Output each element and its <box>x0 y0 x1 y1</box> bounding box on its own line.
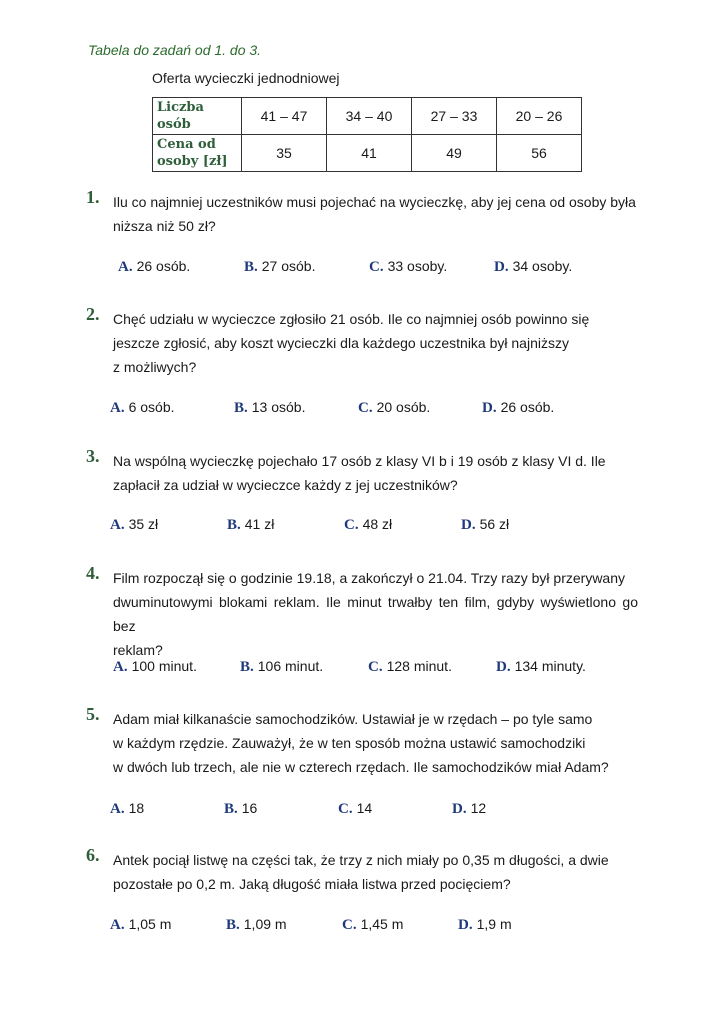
answer-a[interactable] <box>110 399 175 417</box>
question-line: Chęć udziału w wycieczce zgłosiło 21 osób. Ile co najmniej osób powinno się <box>113 311 590 327</box>
answer-a[interactable] <box>110 516 158 534</box>
answer-letter: C. <box>369 259 384 275</box>
answer-d[interactable] <box>482 399 554 417</box>
answer-d[interactable] <box>461 516 509 534</box>
answer-text: 48 zł <box>362 516 393 532</box>
answer-letter: D. <box>494 259 509 275</box>
answer-letter: C. <box>342 917 357 933</box>
answer-text: 20 osób. <box>376 399 431 415</box>
answer-c[interactable] <box>369 258 447 276</box>
question-line: reklam? <box>113 642 163 658</box>
row-header-line: Cena od <box>157 137 216 152</box>
question-line: zapłacił za udział w wycieczce każdy z jej uczestników? <box>113 477 458 493</box>
answer-letter: A. <box>113 659 128 675</box>
answer-letter: A. <box>118 259 133 275</box>
table-title: Oferta wycieczki jednodniowej <box>152 70 340 86</box>
answer-text: 33 osoby. <box>387 258 448 274</box>
answer-letter: D. <box>452 801 467 817</box>
answer-text: 13 osób. <box>251 399 306 415</box>
answer-text: 34 osoby. <box>512 258 573 274</box>
question-text <box>113 566 638 662</box>
answer-letter: B. <box>240 659 254 675</box>
answer-text: 16 <box>241 800 258 816</box>
answer-b[interactable] <box>227 516 274 534</box>
question-line: z możliwych? <box>113 359 197 375</box>
question-line: Ilu co najmniej uczestników musi pojechać na wycieczkę, aby jej cena od osoby była <box>113 194 636 210</box>
answer-b[interactable] <box>240 658 323 676</box>
question-line: jeszcze zgłosić, aby koszt wycieczki dla każdego uczestnika był najniższy <box>113 335 569 351</box>
answer-letter: A. <box>110 400 125 416</box>
answer-text: 12 <box>470 800 487 816</box>
answers-3 <box>0 516 725 536</box>
answer-text: 41 zł <box>244 516 275 532</box>
answer-text: 1,45 m <box>360 916 404 932</box>
row-header-price <box>153 135 242 172</box>
table-cell-group: 34 – 40 <box>327 98 412 135</box>
question-number: 1. <box>86 187 100 207</box>
answer-c[interactable] <box>338 800 372 818</box>
answer-text: 1,09 m <box>243 916 287 932</box>
answer-letter: A. <box>110 517 125 533</box>
answers-5 <box>0 800 725 820</box>
question-text <box>113 307 638 379</box>
table-row-group-size <box>153 98 582 135</box>
answer-text: 100 minut. <box>131 658 197 674</box>
table-cell-price: 56 <box>497 135 582 172</box>
row-header-line: osób <box>157 117 191 132</box>
answer-text: 35 zł <box>128 516 159 532</box>
question-line: Adam miał kilkanaście samochodzików. Ustawiał je w rzędach – po tyle samo <box>113 711 593 727</box>
answer-letter: C. <box>368 659 383 675</box>
question-line: Antek pociął listwę na części tak, że trzy z nich miały po 0,35 m długości, a dwie <box>113 852 609 868</box>
answer-letter: C. <box>344 517 359 533</box>
answers-4 <box>0 658 725 678</box>
row-header-line: osoby [zł] <box>157 154 228 169</box>
answer-a[interactable] <box>113 658 197 676</box>
question-line: pozostałe po 0,2 m. Jaką długość miała listwa przed pocięciem? <box>113 876 511 892</box>
question-line: w dwóch lub trzech, ale nie w czterech rzędach. Ile samochodzików miał Adam? <box>113 759 609 775</box>
answer-letter: A. <box>110 801 125 817</box>
answer-letter: A. <box>110 917 125 933</box>
row-header-group-size <box>153 98 242 135</box>
question-number: 2. <box>86 304 100 324</box>
question-text <box>113 848 638 896</box>
answer-letter: C. <box>358 400 373 416</box>
answer-d[interactable] <box>494 258 572 276</box>
answer-text: 18 <box>128 800 145 816</box>
table-row-price <box>153 135 582 172</box>
question-line: Na wspólną wycieczkę pojechało 17 osób z klasy VI b i 19 osób z klasy VI d. Ile <box>113 453 606 469</box>
answer-letter: C. <box>338 801 353 817</box>
answer-a[interactable] <box>118 258 190 276</box>
answer-text: 14 <box>356 800 373 816</box>
question-number: 6. <box>86 845 100 865</box>
question-text <box>113 449 638 497</box>
answer-c[interactable] <box>368 658 452 676</box>
answer-b[interactable] <box>244 258 315 276</box>
answer-a[interactable] <box>110 916 171 934</box>
answer-text: 27 osób. <box>261 258 316 274</box>
answers-2 <box>0 399 725 419</box>
question-line: Film rozpoczął się o godzinie 19.18, a zakończył o 21.04. Trzy razy był przerywany <box>113 570 626 586</box>
question-number: 5. <box>86 704 100 724</box>
question-text <box>113 190 638 238</box>
answer-b[interactable] <box>224 800 257 818</box>
question-text <box>113 707 638 779</box>
table-cell-group: 27 – 33 <box>412 98 497 135</box>
answer-letter: B. <box>226 917 240 933</box>
answer-text: 26 osób. <box>500 399 555 415</box>
answers-6 <box>0 916 725 936</box>
answer-text: 56 zł <box>479 516 510 532</box>
question-number: 3. <box>86 446 100 466</box>
table-cell-group: 20 – 26 <box>497 98 582 135</box>
question-line: dwuminutowymi blokami reklam. Ile minut trwałby ten film, gdyby wyświetlono go bez <box>113 594 638 634</box>
answer-letter: D. <box>482 400 497 416</box>
table-cell-price: 35 <box>242 135 327 172</box>
answer-a[interactable] <box>110 800 144 818</box>
answers-1 <box>0 258 725 278</box>
table-cell-price: 41 <box>327 135 412 172</box>
table-cell-price: 49 <box>412 135 497 172</box>
answer-c[interactable] <box>344 516 392 534</box>
row-header-line: Liczba <box>157 100 204 115</box>
answer-letter: D. <box>458 917 473 933</box>
question-line: w każdym rzędzie. Zauważył, że w ten sposób można ustawić samochodziki <box>113 735 586 751</box>
answer-text: 128 minut. <box>386 658 452 674</box>
answer-d[interactable] <box>452 800 486 818</box>
answer-letter: B. <box>224 801 238 817</box>
question-number: 4. <box>86 563 100 583</box>
answer-d[interactable] <box>458 916 512 934</box>
answer-c[interactable] <box>342 916 403 934</box>
question-line: niższa niż 50 zł? <box>113 218 216 234</box>
answer-text: 1,05 m <box>128 916 172 932</box>
answer-letter: D. <box>496 659 511 675</box>
answer-d[interactable] <box>496 658 586 676</box>
answer-text: 26 osób. <box>136 258 191 274</box>
answer-b[interactable] <box>234 399 305 417</box>
answer-letter: D. <box>461 517 476 533</box>
table-caption: Tabela do zadań od 1. do 3. <box>88 42 262 58</box>
answer-text: 1,9 m <box>476 916 512 932</box>
answer-c[interactable] <box>358 399 430 417</box>
answer-text: 106 minut. <box>257 658 324 674</box>
answer-letter: B. <box>234 400 248 416</box>
offer-table <box>152 97 582 172</box>
table-cell-group: 41 – 47 <box>242 98 327 135</box>
answer-letter: B. <box>244 259 258 275</box>
answer-letter: B. <box>227 517 241 533</box>
answer-text: 6 osób. <box>128 399 175 415</box>
answer-b[interactable] <box>226 916 287 934</box>
answer-text: 134 minuty. <box>514 658 586 674</box>
